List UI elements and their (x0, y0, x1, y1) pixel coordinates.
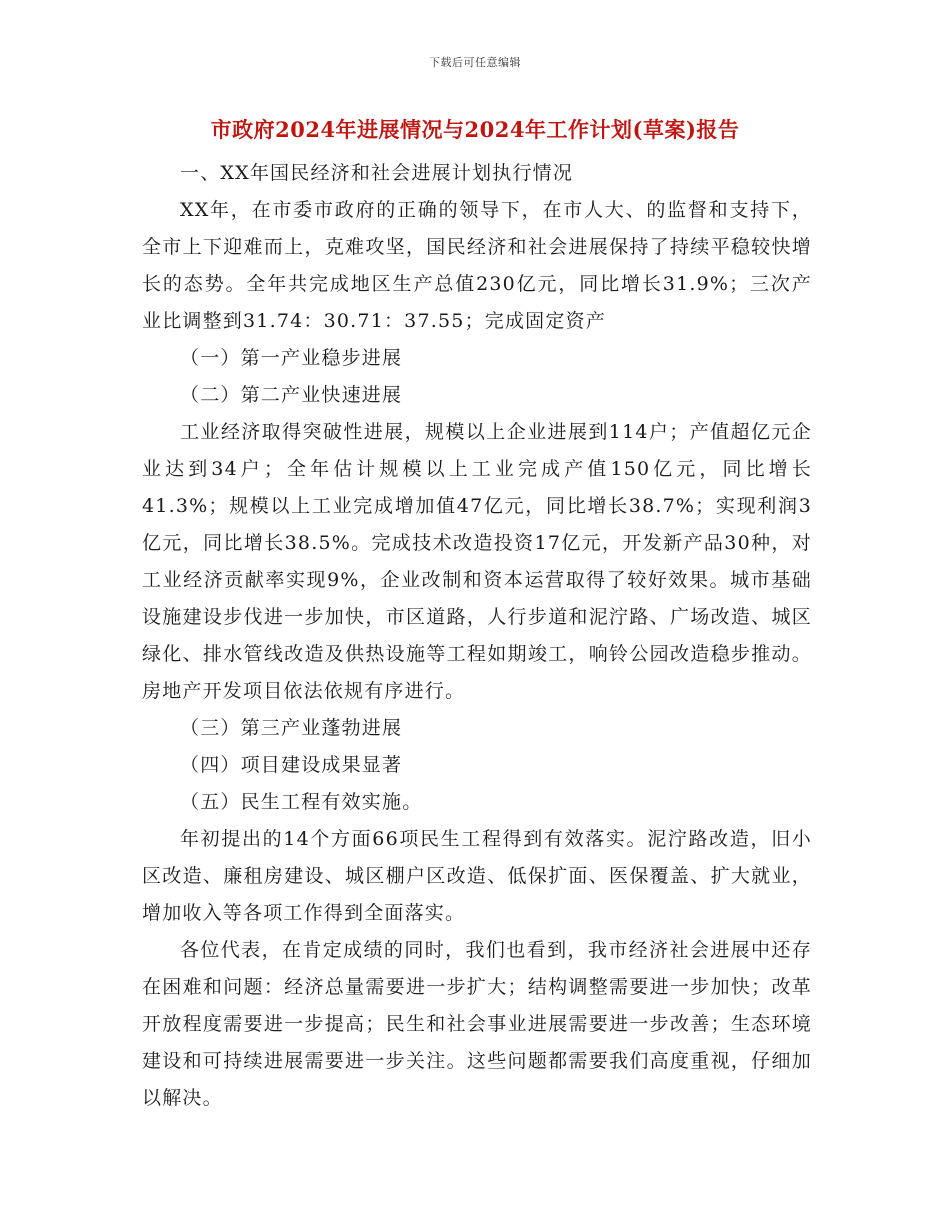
subsection-heading: （三）第三产业蓬勃进展 (180, 717, 403, 739)
document-title: 市政府2024年进展情况与2024年工作计划(草案)报告 (210, 117, 740, 142)
subsection-heading: （一）第一产业稳步进展 (180, 347, 403, 369)
subsection-heading: （五）民生工程有效实施。 (180, 791, 423, 813)
subsection-heading: （四）项目建设成果显著 (180, 754, 403, 776)
paragraph: XX年，在市委市政府的正确的领导下，在市人大、的监督和支持下，全市上下迎难而上，克难攻坚，国民经济和社会进展保持了持续平稳较快增长的态势。全年共完成地区生产总值230亿元，同比增长31.9%；三次产业比调整到31.74：30.71：37.55；完成固定资产 (142, 199, 812, 332)
subsection-heading: （二）第二产业快速进展 (180, 384, 403, 406)
paragraph: 年初提出的14个方面66项民生工程得到有效落实。泥泞路改造，旧小区改造、廉租房建设、城区棚户区改造、低保扩面、医保覆盖、扩大就业，增加收入等各项工作得到全面落实。 (142, 828, 812, 924)
header-note: 下载后可任意编辑 (429, 56, 521, 69)
section-heading: 一、XX年国民经济和社会进展计划执行情况 (180, 162, 574, 184)
paragraph: 各位代表，在肯定成绩的同时，我们也看到，我市经济社会进展中还存在困难和问题：经济总量需要进一步扩大；结构调整需要进一步加快；改革开放程度需要进一步提高；民生和社会事业进展需要进一步改善；生态环境建设和可持续进展需要进一步关注。这些问题都需要我们高度重视，仔细加以解决。 (142, 939, 812, 1109)
document-body (142, 155, 812, 1117)
paragraph: 工业经济取得突破性进展，规模以上企业进展到114户；产值超亿元企业达到34户；全年估计规模以上工业完成产值150亿元，同比增长41.3%；规模以上工业完成增加值47亿元，同比增长38.7%；实现利润3亿元，同比增长38.5%。完成技术改造投资17亿元，开发新产品30种，对工业经济贡献率实现9%，企业改制和资本运营取得了较好效果。城市基础设施建设步伐进一步加快，市区道路，人行步道和泥泞路、广场改造、城区绿化、排水管线改造及供热设施等工程如期竣工，响铃公园改造稳步推动。房地产开发项目依法依规有序进行。 (142, 421, 812, 702)
